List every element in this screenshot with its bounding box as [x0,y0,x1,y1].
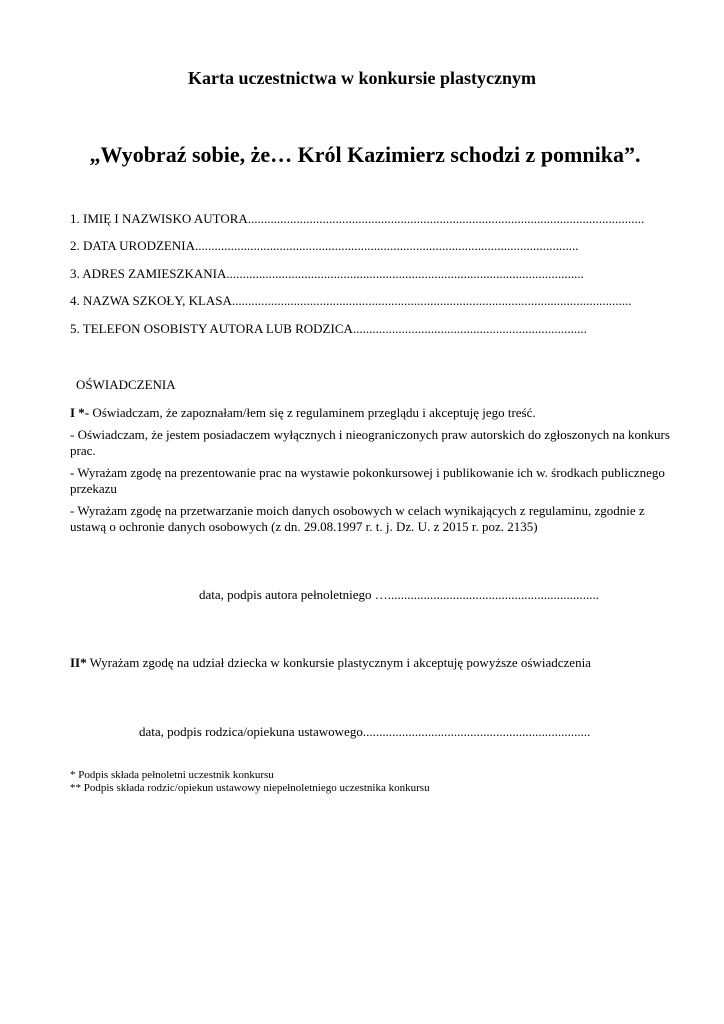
field-phone: 5. TELEFON OSOBISTY AUTORA LUB RODZICA........................................................................ [70,321,587,336]
field-birth-date: 2. DATA URODZENIA...................................................................................................................... [70,238,579,253]
consent-marker: II* [70,655,87,670]
consent-text: Wyrażam zgodę na udział dziecka w konkursie plastycznym i akceptuję powyższe oświadczenia [86,655,591,670]
statement-regulations [70,405,670,421]
statement-data-processing: - Wyrażam zgodę na przetwarzanie moich danych osobowych w celach wynikających z regulaminu, zgodnie z ustawą o ochronie danych osobowych (z dn. 29.08.1997 r. t. j. Dz. U. z 2015 r. poz. 2135) [70,503,645,534]
statement-1-marker: I *- [70,405,90,420]
field-school-class: 4. NAZWA SZKOŁY, KLASA........................................................................................................................... [70,293,632,308]
statement-publication: - Wyrażam zgodę na prezentowanie prac na wystawie pokonkursowej i publikowanie ich w. środkach publicznego przekazu [70,465,665,496]
document-title: Karta uczestnictwa w konkursie plastycznym [188,68,536,88]
contest-subtitle: „Wyobraź sobie, że… Król Kazimierz schodzi z pomnika”. [89,142,641,167]
parental-consent [70,655,591,671]
field-author-name: 1. IMIĘ I NAZWISKO AUTORA.......................................................................................................................... [70,211,645,226]
footnote-parent: ** Podpis składa rodzic/opiekun ustawowy niepełnoletniego uczestnika konkursu [70,782,430,794]
statements-heading: OŚWIADCZENIA [76,377,176,392]
signature-adult-line: data, podpis autora pełnoletniego …................................................................. [199,587,600,602]
footnote-adult: * Podpis składa pełnoletni uczestnik konkursu [70,769,274,781]
statement-copyright: - Oświadczam, że jestem posiadaczem wyłącznych i nieograniczonych praw autorskich do zgłoszonych na konkurs prac. [70,427,670,458]
field-address: 3. ADRES ZAMIESZKANIA.............................................................................................................. [70,266,584,281]
statement-1-text: Oświadczam, że zapoznałam/łem się z regulaminem przeglądu i akceptuję jego treść. [89,405,536,420]
signature-parent-line: data, podpis rodzica/opiekuna ustawowego...................................................................... [139,724,591,739]
